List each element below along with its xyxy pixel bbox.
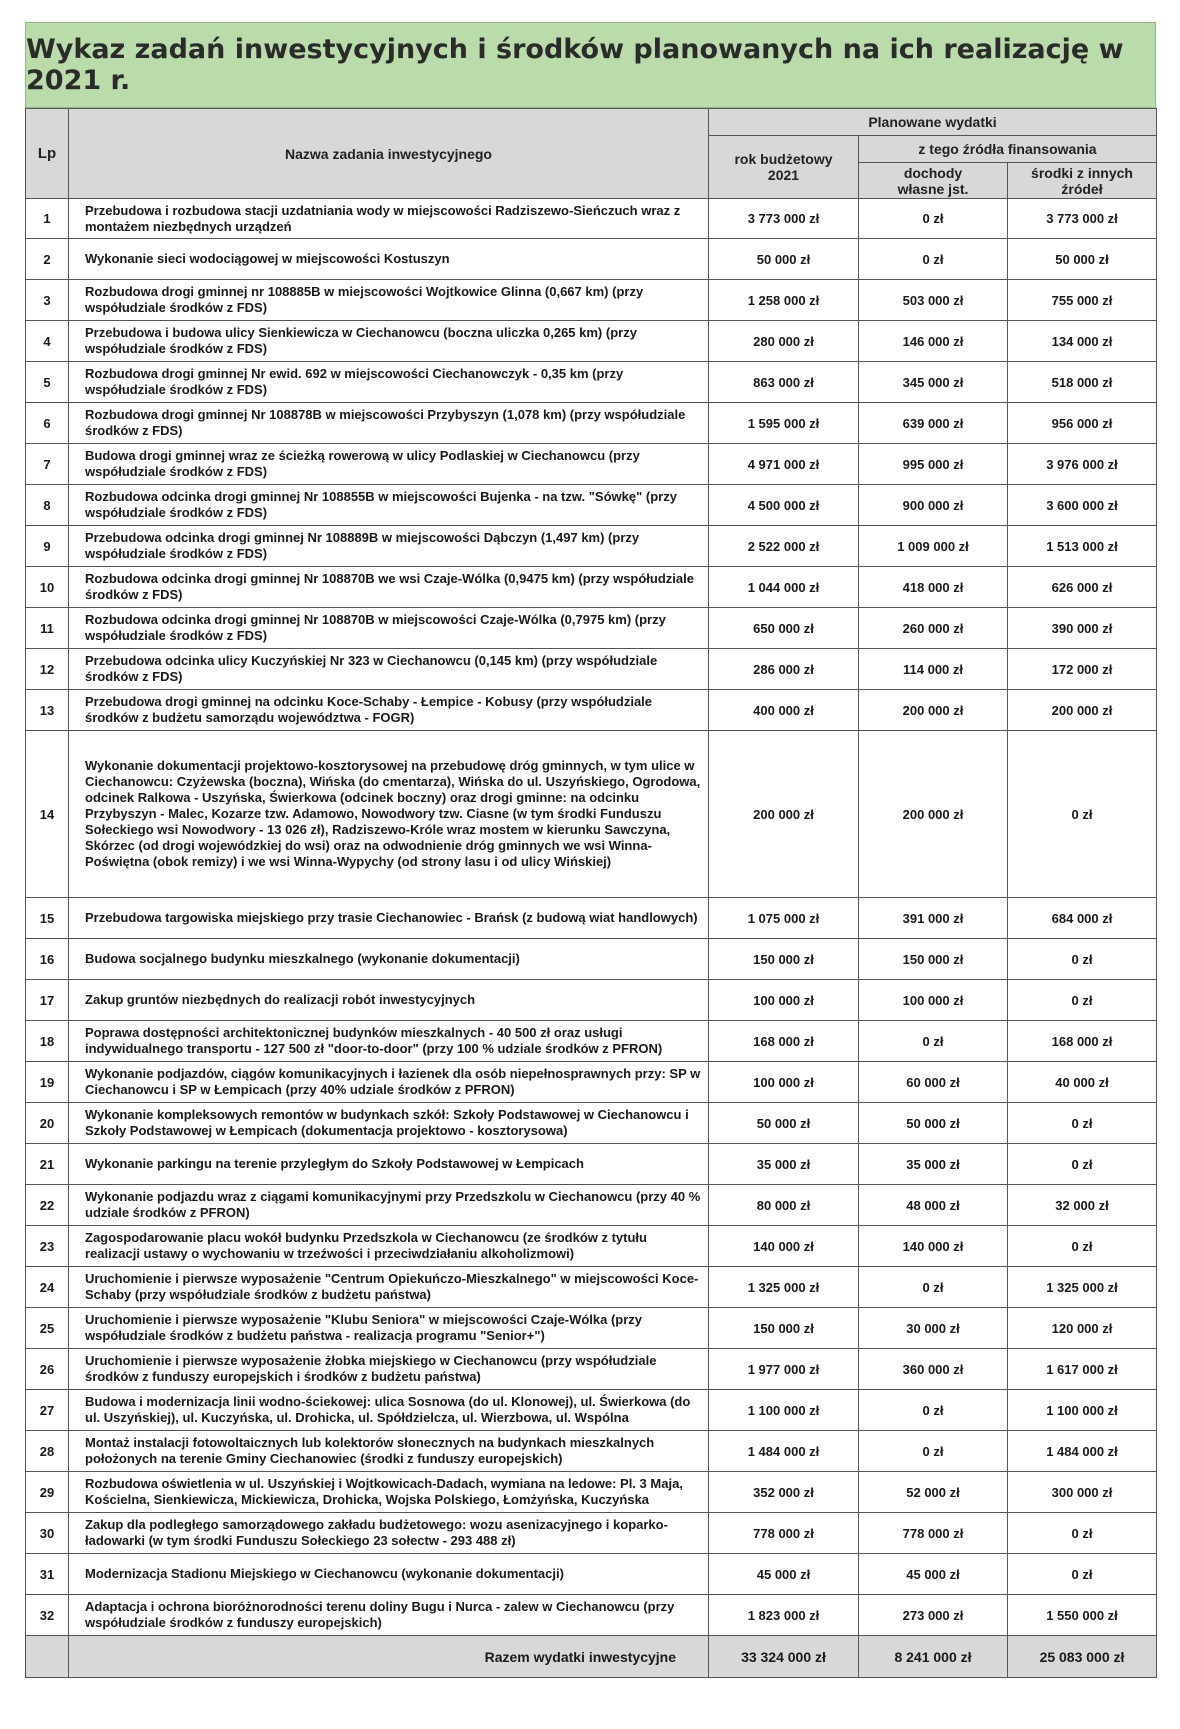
table-row — [26, 1349, 1157, 1390]
row-budget-year: 50 000 zł — [709, 239, 859, 280]
row-lp: 5 — [26, 362, 69, 403]
row-own-income: 0 zł — [859, 1431, 1008, 1472]
row-budget-year: 280 000 zł — [709, 321, 859, 362]
row-lp: 22 — [26, 1185, 69, 1226]
row-budget-year: 863 000 zł — [709, 362, 859, 403]
row-lp: 15 — [26, 898, 69, 939]
row-budget-year: 50 000 zł — [709, 1103, 859, 1144]
header-lp: Lp — [26, 109, 69, 199]
row-budget-year: 3 773 000 zł — [709, 199, 859, 239]
table-row — [26, 690, 1157, 731]
row-task-name: Rozbudowa drogi gminnej Nr 108878B w miejscowości Przybyszyn (1,078 km) (przy współudziale środków z FDS) — [69, 403, 709, 444]
row-lp: 31 — [26, 1554, 69, 1595]
row-budget-year: 1 044 000 zł — [709, 567, 859, 608]
row-task-name: Adaptacja i ochrona bioróżnorodności terenu doliny Bugu i Nurca - zalew w Ciechanowcu (przy współudziale środków z funduszy europejskich) — [69, 1595, 709, 1636]
row-budget-year: 286 000 zł — [709, 649, 859, 690]
row-own-income: 273 000 zł — [859, 1595, 1008, 1636]
table-row — [26, 898, 1157, 939]
row-lp: 10 — [26, 567, 69, 608]
row-other-sources: 0 zł — [1008, 1513, 1157, 1554]
row-other-sources: 518 000 zł — [1008, 362, 1157, 403]
row-other-sources: 3 773 000 zł — [1008, 199, 1157, 239]
row-lp: 6 — [26, 403, 69, 444]
table-row — [26, 649, 1157, 690]
row-own-income: 503 000 zł — [859, 280, 1008, 321]
row-other-sources: 0 zł — [1008, 1103, 1157, 1144]
row-lp: 17 — [26, 980, 69, 1021]
row-other-sources: 120 000 zł — [1008, 1308, 1157, 1349]
row-other-sources: 390 000 zł — [1008, 608, 1157, 649]
row-own-income: 778 000 zł — [859, 1513, 1008, 1554]
table-row — [26, 980, 1157, 1021]
row-task-name: Montaż instalacji fotowoltaicznych lub kolektorów słonecznych na budynkach mieszkalnych położonych na terenie Gminy Ciechanowiec (środki z funduszy europejskich) — [69, 1431, 709, 1472]
row-task-name: Rozbudowa odcinka drogi gminnej Nr 108870B we wsi Czaje-Wólka (0,9475 km) (przy współudziale środków z FDS) — [69, 567, 709, 608]
header-budget-year: rok budżetowy 2021 — [709, 136, 859, 199]
row-task-name: Rozbudowa odcinka drogi gminnej Nr 108855B w miejscowości Bujenka - na tzw. "Sówkę" (przy współudziale środków z FDS) — [69, 485, 709, 526]
row-budget-year: 650 000 zł — [709, 608, 859, 649]
table-row — [26, 1431, 1157, 1472]
row-own-income: 0 zł — [859, 1021, 1008, 1062]
table-row — [26, 1267, 1157, 1308]
row-budget-year: 150 000 zł — [709, 939, 859, 980]
totals-own-income: 8 241 000 zł — [859, 1636, 1008, 1678]
row-lp: 32 — [26, 1595, 69, 1636]
row-budget-year: 140 000 zł — [709, 1226, 859, 1267]
table-row — [26, 1144, 1157, 1185]
table-row — [26, 239, 1157, 280]
row-other-sources: 1 100 000 zł — [1008, 1390, 1157, 1431]
row-other-sources: 0 zł — [1008, 1226, 1157, 1267]
table-row — [26, 362, 1157, 403]
table-row — [26, 731, 1157, 898]
table-row — [26, 1226, 1157, 1267]
row-own-income: 150 000 zł — [859, 939, 1008, 980]
row-other-sources: 1 617 000 zł — [1008, 1349, 1157, 1390]
row-lp: 16 — [26, 939, 69, 980]
row-budget-year: 168 000 zł — [709, 1021, 859, 1062]
row-other-sources: 1 325 000 zł — [1008, 1267, 1157, 1308]
table-row — [26, 939, 1157, 980]
row-other-sources: 3 600 000 zł — [1008, 485, 1157, 526]
row-budget-year: 100 000 zł — [709, 980, 859, 1021]
row-other-sources: 32 000 zł — [1008, 1185, 1157, 1226]
row-budget-year: 1 100 000 zł — [709, 1390, 859, 1431]
row-own-income: 60 000 zł — [859, 1062, 1008, 1103]
row-budget-year: 1 325 000 zł — [709, 1267, 859, 1308]
row-own-income: 345 000 zł — [859, 362, 1008, 403]
row-own-income: 639 000 zł — [859, 403, 1008, 444]
row-task-name: Uruchomienie i pierwsze wyposażenie "Klubu Seniora" w miejscowości Czaje-Wólka (przy współudziale środków z budżetu państwa - realizacja programu "Senior+") — [69, 1308, 709, 1349]
row-own-income: 200 000 zł — [859, 690, 1008, 731]
row-task-name: Wykonanie podjazdów, ciągów komunikacyjnych i łazienek dla osób niepełnosprawnych przy: SP w Ciechanowcu i SP w Łempicach (przy 40% udziale środków z PFRON) — [69, 1062, 709, 1103]
table-row — [26, 608, 1157, 649]
row-lp: 24 — [26, 1267, 69, 1308]
table-row — [26, 199, 1157, 239]
table-row — [26, 1595, 1157, 1636]
row-own-income: 0 zł — [859, 1267, 1008, 1308]
row-lp: 14 — [26, 731, 69, 898]
row-task-name: Poprawa dostępności architektonicznej budynków mieszkalnych - 40 500 zł oraz usługi indywidualnego transportu - 127 500 zł "door-to-door" (przy 100 % udziale środków z PFRON) — [69, 1021, 709, 1062]
row-own-income: 995 000 zł — [859, 444, 1008, 485]
row-other-sources: 0 zł — [1008, 731, 1157, 898]
row-task-name: Wykonanie kompleksowych remontów w budynkach szkół: Szkoły Podstawowej w Ciechanowcu i Szkoły Podstawowej w Łempicach (dokumentacja projektowo - kosztorysowa) — [69, 1103, 709, 1144]
table-row — [26, 485, 1157, 526]
row-own-income: 0 zł — [859, 1390, 1008, 1431]
row-budget-year: 1 258 000 zł — [709, 280, 859, 321]
row-lp: 29 — [26, 1472, 69, 1513]
totals-budget-year: 33 324 000 zł — [709, 1636, 859, 1678]
totals-row — [26, 1636, 1157, 1678]
row-lp: 26 — [26, 1349, 69, 1390]
row-own-income: 146 000 zł — [859, 321, 1008, 362]
row-budget-year: 150 000 zł — [709, 1308, 859, 1349]
row-own-income: 900 000 zł — [859, 485, 1008, 526]
row-own-income: 30 000 zł — [859, 1308, 1008, 1349]
row-task-name: Zakup gruntów niezbędnych do realizacji robót inwestycyjnych — [69, 980, 709, 1021]
row-lp: 13 — [26, 690, 69, 731]
row-task-name: Uruchomienie i pierwsze wyposażenie "Centrum Opiekuńczo-Mieszkalnego" w miejscowości Koce-Schaby (przy współudziale środków z budżetu państwa) — [69, 1267, 709, 1308]
row-own-income: 0 zł — [859, 199, 1008, 239]
row-lp: 27 — [26, 1390, 69, 1431]
row-lp: 23 — [26, 1226, 69, 1267]
header-planned-expenses: Planowane wydatki — [709, 109, 1157, 136]
row-other-sources: 168 000 zł — [1008, 1021, 1157, 1062]
row-lp: 3 — [26, 280, 69, 321]
row-own-income: 0 zł — [859, 239, 1008, 280]
header-other-sources: środki z innych źródeł — [1008, 163, 1157, 199]
row-lp: 9 — [26, 526, 69, 567]
row-task-name: Wykonanie podjazdu wraz z ciągami komunikacyjnymi przy Przedszkolu w Ciechanowcu (przy 40 % udziale środków z PFRON) — [69, 1185, 709, 1226]
row-task-name: Przebudowa targowiska miejskiego przy trasie Ciechanowiec - Brańsk (z budową wiat handlowych) — [69, 898, 709, 939]
row-other-sources: 1 484 000 zł — [1008, 1431, 1157, 1472]
row-other-sources: 956 000 zł — [1008, 403, 1157, 444]
row-budget-year: 200 000 zł — [709, 731, 859, 898]
header-task-name: Nazwa zadania inwestycyjnego — [69, 109, 709, 199]
row-own-income: 360 000 zł — [859, 1349, 1008, 1390]
row-other-sources: 1 550 000 zł — [1008, 1595, 1157, 1636]
row-other-sources: 684 000 zł — [1008, 898, 1157, 939]
row-lp: 12 — [26, 649, 69, 690]
row-budget-year: 1 977 000 zł — [709, 1349, 859, 1390]
row-task-name: Modernizacja Stadionu Miejskiego w Ciechanowcu (wykonanie dokumentacji) — [69, 1554, 709, 1595]
row-own-income: 391 000 zł — [859, 898, 1008, 939]
table-row — [26, 1062, 1157, 1103]
row-other-sources: 50 000 zł — [1008, 239, 1157, 280]
row-lp: 18 — [26, 1021, 69, 1062]
row-task-name: Przebudowa odcinka ulicy Kuczyńskiej Nr 323 w Ciechanowcu (0,145 km) (przy współudziale środków z FDS) — [69, 649, 709, 690]
table-row — [26, 1103, 1157, 1144]
row-budget-year: 1 823 000 zł — [709, 1595, 859, 1636]
table-row — [26, 1185, 1157, 1226]
row-task-name: Rozbudowa drogi gminnej nr 108885B w miejscowości Wojtkowice Glinna (0,667 km) (przy współudziale środków z FDS) — [69, 280, 709, 321]
row-other-sources: 172 000 zł — [1008, 649, 1157, 690]
row-lp: 21 — [26, 1144, 69, 1185]
row-lp: 1 — [26, 199, 69, 239]
row-other-sources: 134 000 zł — [1008, 321, 1157, 362]
row-task-name: Przebudowa odcinka drogi gminnej Nr 108889B w miejscowości Dąbczyn (1,497 km) (przy współudziale środków z FDS) — [69, 526, 709, 567]
row-own-income: 114 000 zł — [859, 649, 1008, 690]
document — [25, 22, 1156, 1678]
row-task-name: Budowa socjalnego budynku mieszkalnego (wykonanie dokumentacji) — [69, 939, 709, 980]
row-other-sources: 1 513 000 zł — [1008, 526, 1157, 567]
table-row — [26, 526, 1157, 567]
row-budget-year: 80 000 zł — [709, 1185, 859, 1226]
row-lp: 8 — [26, 485, 69, 526]
row-task-name: Zakup dla podległego samorządowego zakładu budżetowego: wozu asenizacyjnego i koparko-ładowarki (w tym środki Funduszu Sołeckiego 23 sołectw - 293 488 zł) — [69, 1513, 709, 1554]
row-lp: 30 — [26, 1513, 69, 1554]
table-row — [26, 280, 1157, 321]
row-own-income: 140 000 zł — [859, 1226, 1008, 1267]
header-funding-sources: z tego źródła finansowania — [859, 136, 1157, 163]
row-budget-year: 45 000 zł — [709, 1554, 859, 1595]
row-own-income: 48 000 zł — [859, 1185, 1008, 1226]
row-budget-year: 100 000 zł — [709, 1062, 859, 1103]
table-row — [26, 403, 1157, 444]
row-own-income: 200 000 zł — [859, 731, 1008, 898]
row-other-sources: 3 976 000 zł — [1008, 444, 1157, 485]
row-other-sources: 40 000 zł — [1008, 1062, 1157, 1103]
row-other-sources: 300 000 zł — [1008, 1472, 1157, 1513]
table-row — [26, 444, 1157, 485]
row-other-sources: 0 zł — [1008, 939, 1157, 980]
row-task-name: Rozbudowa drogi gminnej Nr ewid. 692 w miejscowości Ciechanowczyk - 0,35 km (przy współudziale środków z FDS) — [69, 362, 709, 403]
row-budget-year: 1 484 000 zł — [709, 1431, 859, 1472]
header-own-income: dochody własne jst. — [859, 163, 1008, 199]
table-row — [26, 567, 1157, 608]
row-own-income: 100 000 zł — [859, 980, 1008, 1021]
row-task-name: Rozbudowa oświetlenia w ul. Uszyńskiej i Wojtkowicach-Dadach, wymiana na ledowe: Pl. 3 Maja, Kościelna, Sienkiewicza, Mickiewicza, Drohicka, Wojska Polskiego, Łomżyńska, Kuczyńska — [69, 1472, 709, 1513]
row-own-income: 45 000 zł — [859, 1554, 1008, 1595]
row-lp: 7 — [26, 444, 69, 485]
row-task-name: Wykonanie dokumentacji projektowo-kosztorysowej na przebudowę dróg gminnych, w tym ulice w Ciechanowcu: Czyżewska (boczna), Wińska (do cmentarza), Wińska do ul. Uszyńskiego, Ogrodowa, odcinek Ralkowa - Uszyńska, Świerkowa (odcinek boczny) oraz drogi gminne: na odcinku Przybyszyn - Malec, Kozarze tzw. Adamowo, Nowodwory tzw. Ciasne (w tym środki Funduszu Sołeckiego wsi Nowodwory - 13 026 zł), Radziszewo-Króle wraz mostem w kierunku Sawczyna, Skórzec (od drogi wojewódzkiej do wsi) oraz na odwodnienie dróg gminnych we wsi Winna- Poświętna (obok remizy) i we wsi Winna-Wypychy (od strony lasu i od ulicy Wińskiej) — [69, 731, 709, 898]
row-budget-year: 778 000 zł — [709, 1513, 859, 1554]
row-budget-year: 35 000 zł — [709, 1144, 859, 1185]
row-lp: 28 — [26, 1431, 69, 1472]
row-other-sources: 200 000 zł — [1008, 690, 1157, 731]
row-task-name: Budowa drogi gminnej wraz ze ścieżką rowerową w ulicy Podlaskiej w Ciechanowcu (przy współudziale środków z FDS) — [69, 444, 709, 485]
table-row — [26, 1554, 1157, 1595]
row-task-name: Wykonanie parkingu na terenie przyległym do Szkoły Podstawowej w Łempicach — [69, 1144, 709, 1185]
table-row — [26, 1308, 1157, 1349]
row-own-income: 1 009 000 zł — [859, 526, 1008, 567]
row-lp: 20 — [26, 1103, 69, 1144]
row-task-name: Uruchomienie i pierwsze wyposażenie żłobka miejskiego w Ciechanowcu (przy współudziale środków z funduszy europejskich i środków z budżetu państwa) — [69, 1349, 709, 1390]
table-row — [26, 1472, 1157, 1513]
row-task-name: Rozbudowa odcinka drogi gminnej Nr 108870B w miejscowości Czaje-Wólka (0,7975 km) (przy współudziale środków z FDS) — [69, 608, 709, 649]
row-own-income: 35 000 zł — [859, 1144, 1008, 1185]
row-other-sources: 0 zł — [1008, 980, 1157, 1021]
row-own-income: 260 000 zł — [859, 608, 1008, 649]
row-other-sources: 626 000 zł — [1008, 567, 1157, 608]
row-budget-year: 352 000 zł — [709, 1472, 859, 1513]
page-title: Wykaz zadań inwestycyjnych i środków planowanych na ich realizację w 2021 r. — [25, 22, 1156, 108]
row-own-income: 52 000 zł — [859, 1472, 1008, 1513]
table-header — [26, 109, 1157, 199]
row-task-name: Przebudowa i budowa ulicy Sienkiewicza w Ciechanowcu (boczna uliczka 0,265 km) (przy współudziale środków z FDS) — [69, 321, 709, 362]
table-body — [26, 199, 1157, 1636]
row-budget-year: 2 522 000 zł — [709, 526, 859, 567]
row-lp: 25 — [26, 1308, 69, 1349]
row-own-income: 50 000 zł — [859, 1103, 1008, 1144]
row-task-name: Przebudowa drogi gminnej na odcinku Koce-Schaby - Łempice - Kobusy (przy współudziale środków z budżetu samorządu województwa - FOGR) — [69, 690, 709, 731]
investment-table — [25, 108, 1157, 1678]
row-other-sources: 0 zł — [1008, 1554, 1157, 1595]
row-budget-year: 1 595 000 zł — [709, 403, 859, 444]
row-other-sources: 0 zł — [1008, 1144, 1157, 1185]
totals-label: Razem wydatki inwestycyjne — [69, 1636, 709, 1678]
row-budget-year: 1 075 000 zł — [709, 898, 859, 939]
row-task-name: Przebudowa i rozbudowa stacji uzdatniania wody w miejscowości Radziszewo-Sieńczuch wraz z montażem niezbędnych urządzeń — [69, 199, 709, 239]
row-task-name: Zagospodarowanie placu wokół budynku Przedszkola w Ciechanowcu (ze środków z tytułu realizacji ustawy o wychowaniu w trzeźwości i przeciwdziałaniu alkoholizmowi) — [69, 1226, 709, 1267]
totals-other-sources: 25 083 000 zł — [1008, 1636, 1157, 1678]
table-row — [26, 1513, 1157, 1554]
row-lp: 4 — [26, 321, 69, 362]
row-lp: 19 — [26, 1062, 69, 1103]
table-row — [26, 1390, 1157, 1431]
table-row — [26, 1021, 1157, 1062]
row-lp: 11 — [26, 608, 69, 649]
row-lp: 2 — [26, 239, 69, 280]
row-task-name: Wykonanie sieci wodociągowej w miejscowości Kostuszyn — [69, 239, 709, 280]
row-budget-year: 4 971 000 zł — [709, 444, 859, 485]
row-task-name: Budowa i modernizacja linii wodno-ściekowej: ulica Sosnowa (do ul. Klonowej), ul. Świerkowa (do ul. Uszyńskiej), ul. Kuczyńska, ul. Drohicka, ul. Spółdzielcza, ul. Wierzbowa, ul. Wspólna — [69, 1390, 709, 1431]
row-other-sources: 755 000 zł — [1008, 280, 1157, 321]
totals-lp-cell — [26, 1636, 69, 1678]
row-own-income: 418 000 zł — [859, 567, 1008, 608]
row-budget-year: 400 000 zł — [709, 690, 859, 731]
row-budget-year: 4 500 000 zł — [709, 485, 859, 526]
table-row — [26, 321, 1157, 362]
